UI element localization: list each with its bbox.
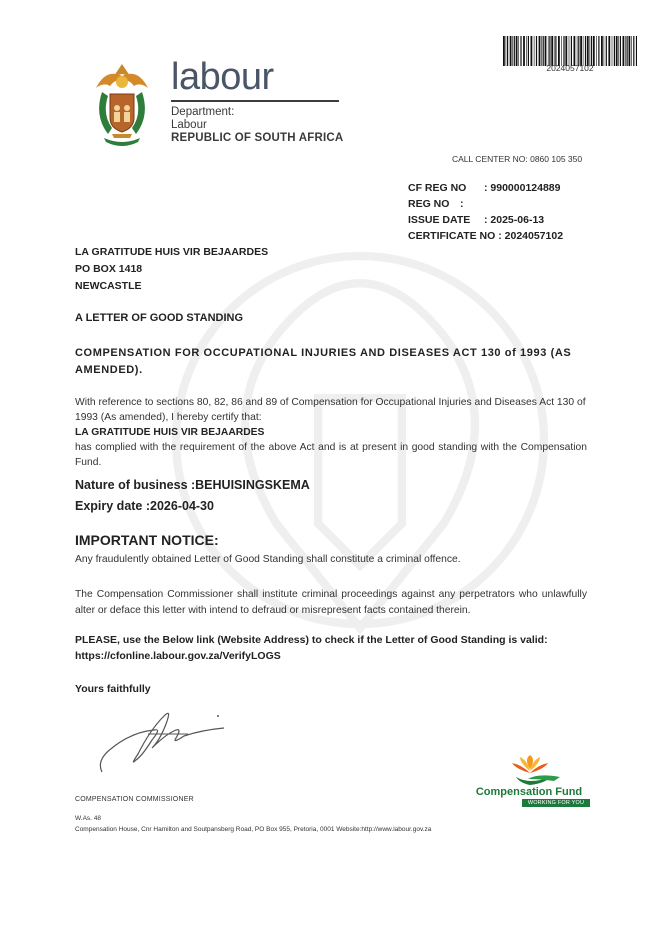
act-title: COMPENSATION FOR OCCUPATIONAL INJURIES AND DISEASES ACT 130 of 1993 (AS AMENDED). [75, 347, 572, 376]
signatory-title: COMPENSATION COMMISSIONER [75, 796, 194, 803]
notice-heading: IMPORTANT NOTICE: [75, 532, 219, 548]
brand-wordmark: labour [171, 56, 274, 98]
letter-title: A LETTER OF GOOD STANDING [75, 312, 244, 324]
barcode-number: 2024057102 [546, 63, 594, 73]
barcode-icon [503, 36, 637, 66]
address-line-3: NEWCASTLE [75, 280, 142, 292]
expiry-date: Expiry date :2026-04-30 [75, 499, 214, 513]
department-label: Department: [171, 106, 235, 118]
brand-divider [171, 100, 339, 102]
footer-address: Compensation House, Cnr Hamilton and Soutpansberg Road, PO Box 955, Pretoria, 0001 Website:http://www.labour.gov.za [75, 826, 432, 833]
body-complied: has complied with the requirement of the above Act and is at present in good standing with the Compensation Fund. [75, 442, 587, 468]
body-intro: With reference to sections 80, 82, 86 and 89 of Compensation for Occupational Injuries and Diseases Act 130 of 1993 (As amended), I hereby certify that: [75, 397, 586, 423]
certificate-value: : 2024057102 [498, 230, 564, 242]
coat-of-arms-icon [86, 58, 158, 150]
registration-block [408, 180, 563, 244]
compensation-fund-tagline: WORKING FOR YOU [522, 799, 590, 807]
certificate-label: CERTIFICATE NO [408, 230, 496, 242]
form-code: W.As. 48 [75, 815, 102, 822]
call-center-number: CALL CENTER NO: 0860 105 350 [452, 154, 583, 164]
cf-reg-label: CF REG NO [408, 182, 467, 194]
body-entity: LA GRATITUDE HUIS VIR BEJAARDES [75, 427, 265, 438]
certification-body [75, 395, 587, 470]
notice-proceedings: The Compensation Commissioner shall institute criminal proceedings against any perpetrators who unlawfully alter or deface this letter with intend to defraud or misrepresent facts contained therein. [75, 589, 587, 616]
country-name: REPUBLIC OF SOUTH AFRICA [171, 132, 344, 144]
signature-icon [92, 700, 232, 780]
verify-block [75, 632, 595, 664]
nature-of-business: Nature of business :BEHUISINGSKEMA [75, 478, 310, 492]
address-line-2: PO BOX 1418 [75, 263, 143, 275]
reg-value: : [460, 198, 464, 210]
department-block [171, 106, 343, 145]
address-line-1: LA GRATITUDE HUIS VIR BEJAARDES [75, 246, 269, 258]
business-details [75, 475, 310, 517]
cf-reg-value: : 990000124889 [484, 182, 561, 194]
issue-date-value: : 2025-06-13 [484, 214, 545, 226]
issue-date-label: ISSUE DATE [408, 214, 471, 226]
verify-link[interactable]: https://cfonline.labour.gov.za/VerifyLOGS [75, 650, 281, 662]
closing: Yours faithfully [75, 683, 151, 695]
notice-fraud: Any fraudulently obtained Letter of Good Standing shall constitute a criminal offence. [75, 554, 461, 565]
compensation-fund-name: Compensation Fund [475, 786, 583, 798]
verify-text: PLEASE, use the Below link (Website Address) to check if the Letter of Good Standing is valid: [75, 634, 548, 646]
recipient-address [75, 244, 268, 295]
reg-label: REG NO [408, 198, 450, 210]
department-name: Labour [171, 119, 207, 131]
